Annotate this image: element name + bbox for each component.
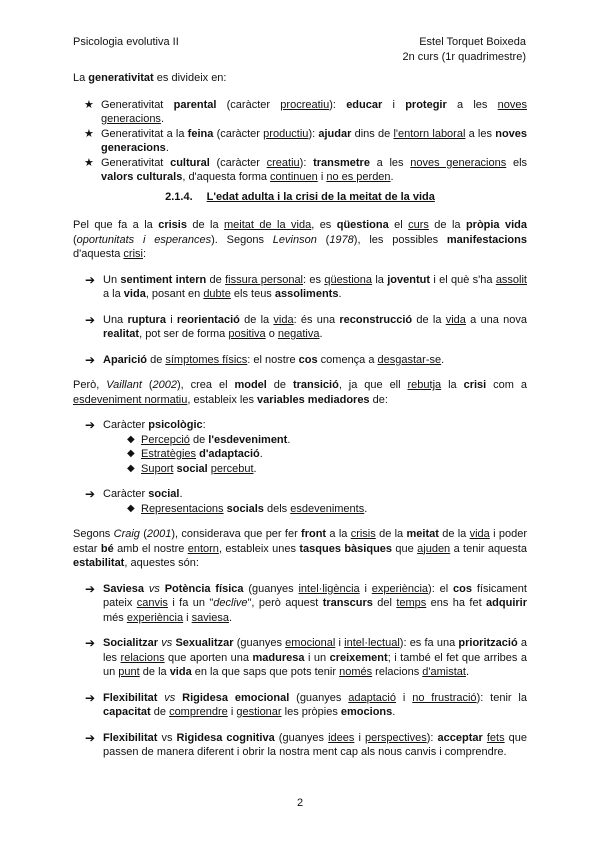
header-author: Estel Torquet Boixeda <box>419 36 526 48</box>
generativity-list <box>73 98 527 185</box>
paragraph-vaillant: Però, Vaillant (2002), crea el model de transició, ja que ell rebutja la crisi com a esdeveniment normatiu, estableix les variables mediadores de: <box>73 379 527 406</box>
sub-list-item: ◆ Estratègies d'adaptació. <box>127 448 263 460</box>
main-content <box>73 71 527 771</box>
arrow-bullet-icon: ➔ <box>85 272 96 287</box>
arrow-bullet-icon: ➔ <box>85 352 96 367</box>
star-bullet-icon: ★ <box>84 156 94 169</box>
list-item: ➔ Flexibilitat vs Rigidesa cognitiva (guanyes idees i perspectives): acceptar fets que passen de manera diferent i obrir la nostra ment cap als nous canvis i comprendre. <box>85 730 527 758</box>
arrow-bullet-icon: ➔ <box>85 487 96 501</box>
list-item: ➔ Socialitzar vs Sexualitzar (guanyes emocional i intel·lectual): es fa una priorització a les relacions que aporten una maduresa i un creixement; i també el fet que arribes a un punt de la vida en la que saps que pots tenir només relacions d'amistat. <box>85 636 528 678</box>
list-item: ➔ Saviesa vs Potència física (guanyes intel·ligència i experiència): el cos físicament pateix canvis i fa un "declive", però aquest transcurs del temps ens ha fet adquirir més experiència i saviesa. <box>85 581 527 624</box>
sub-list-item: ◆ Suport social percebut. <box>127 462 257 475</box>
paragraph-crisis: Pel que fa a la crisis de la meitat de la vida, es qüestiona el curs de la pròpia vida (oportunitats i esperances). Segons Levinson (1978), les possibles manifestacions d'aquesta crisi: <box>73 219 527 260</box>
diamond-bullet-icon: ◆ <box>127 462 135 474</box>
manifestations-list <box>73 273 527 368</box>
list-item: ★ Generativitat cultural (caràcter creatiu): transmetre a les noves generacions els valors culturals, d'aquesta forma continuen i no es perden. <box>84 156 528 183</box>
star-bullet-icon: ★ <box>84 127 94 140</box>
header-course: Psicologia evolutiva II <box>73 36 179 48</box>
list-item: ➔ Aparició de símptomes físics: el nostre cos comença a desgastar-se. <box>85 352 445 367</box>
list-item: ★ Generativitat a la feina (caràcter productiu): ajudar dins de l'entorn laboral a les noves generacions. <box>84 127 528 154</box>
arrow-bullet-icon: ➔ <box>85 418 96 432</box>
intro-paragraph: La generativitat es divideix en: <box>73 72 227 84</box>
sub-list-item: ◆ Representacions socials dels esdeveniments. <box>127 502 368 515</box>
arrow-bullet-icon: ➔ <box>85 312 96 327</box>
diamond-bullet-icon: ◆ <box>127 433 135 445</box>
arrow-bullet-icon: ➔ <box>85 730 96 745</box>
list-item: ➔ Un sentiment intern de fissura personal: es qüestiona la joventut i el què s'ha assolit a la vida, posant en dubte els teus assoliments. <box>85 272 527 300</box>
sub-list-item: ◆ Percepció de l'esdeveniment. <box>127 433 291 446</box>
diamond-bullet-icon: ◆ <box>127 448 135 459</box>
list-item: ★ Generativitat parental (caràcter procreatiu): educar i protegir a les noves generacions. <box>84 98 528 125</box>
section-title: L'edat adulta i la crisi de la meitat de la vida <box>206 190 435 203</box>
list-item: ➔ Caràcter social. <box>85 487 183 501</box>
section-number: 2.1.4. <box>165 190 193 203</box>
psychological-variables <box>73 418 527 476</box>
section-heading <box>73 190 527 205</box>
diamond-bullet-icon: ◆ <box>127 502 135 514</box>
page-number: 2 <box>296 797 304 809</box>
header-term: 2n curs (1r quadrimestre) <box>402 50 526 63</box>
arrow-bullet-icon: ➔ <box>85 636 96 650</box>
paragraph-craig: Segons Craig (2001), considerava que per fer front a la crisis de la meitat de la vida i poder estar bé amb el nostre entorn, estableix unes tasques bàsiques que ajuden a tenir aquesta estabilitat, aquestes són: <box>73 528 527 569</box>
header-author-block <box>403 35 527 64</box>
list-item: ➔ Flexibilitat vs Rigidesa emocional (guanyes adaptació i no frustració): tenir la capacitat de comprendre i gestionar les pròpies emocions. <box>85 690 527 718</box>
social-variables <box>73 487 527 516</box>
list-item: ➔ Caràcter psicològic: <box>85 418 206 432</box>
tasks-list <box>73 582 527 760</box>
list-item: ➔ Una ruptura i reorientació de la vida: és una reconstrucció de la vida a una nova realitat, pot ser de forma positiva o negativa. <box>85 312 527 340</box>
arrow-bullet-icon: ➔ <box>85 581 96 596</box>
star-bullet-icon: ★ <box>84 98 94 111</box>
arrow-bullet-icon: ➔ <box>85 690 96 705</box>
